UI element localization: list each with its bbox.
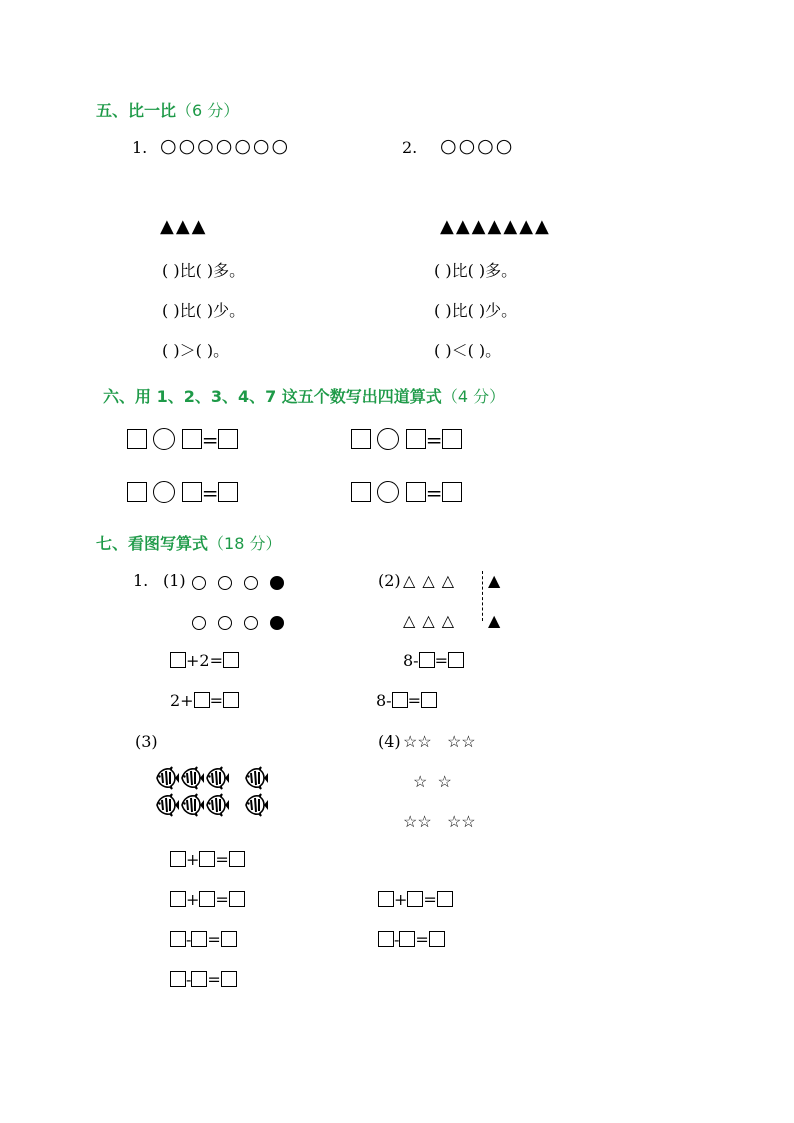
equals-sign: = [207,970,221,989]
equation-template-3 [127,481,238,505]
answer-box[interactable] [351,429,371,449]
equals-sign: = [207,930,221,949]
part-3-equation-3 [170,930,237,949]
answer-box[interactable] [378,931,394,947]
answer-box[interactable] [199,891,215,907]
answer-box[interactable] [218,482,238,502]
q2-compare-lesser: ( )＜( )。 [434,341,502,360]
equation-text: 8- [403,651,419,670]
equation-text: 8- [376,691,392,710]
hollow-dot [192,576,206,590]
minus-sign: - [186,970,192,989]
fish-icon [182,767,204,789]
section-5-heading [96,98,239,121]
equals-sign: = [201,481,219,505]
q2-compare-less: ( )比( )少。 [434,301,518,320]
equals-sign: = [415,930,429,949]
section-6-points: （4 分） [441,387,506,406]
answer-box[interactable] [399,931,415,947]
q2-circles: ○○○○ [440,135,515,157]
part-3-equation-2 [170,890,245,909]
equals-sign: = [201,428,219,452]
part-1-label: (1) [163,571,186,590]
part-3-label: (3) [135,732,158,751]
equation-text: 2+ [170,691,194,710]
fish-icon [157,767,179,789]
answer-box[interactable] [127,429,147,449]
q2-triangles: ▲▲▲▲▲▲▲ [440,216,551,237]
part-1-equation-1 [170,651,239,670]
answer-box[interactable] [223,652,239,668]
q1-label: 1. [132,138,148,157]
equals-sign: = [209,691,223,710]
answer-box[interactable] [170,652,186,668]
answer-box[interactable] [194,692,210,708]
q1-triangles: ▲▲▲ [160,216,208,237]
answer-box[interactable] [223,692,239,708]
hollow-dot [244,616,258,630]
fish-icon [207,794,229,816]
part-2-row-1: △ △ △ [403,571,456,590]
minus-sign: - [186,930,192,949]
answer-box[interactable] [419,652,435,668]
operator-circle[interactable] [153,428,175,450]
equals-sign: = [423,890,437,909]
answer-box[interactable] [429,931,445,947]
part-3-fish-illustration [155,766,270,818]
part-3-equation-4 [170,970,237,989]
answer-box[interactable] [406,429,426,449]
equals-sign: = [425,428,443,452]
answer-box[interactable] [392,692,408,708]
section-6-heading [103,384,505,407]
answer-box[interactable] [229,891,245,907]
hollow-dot [244,576,258,590]
part-4-equation-1 [378,890,453,909]
minus-sign: - [394,930,400,949]
answer-box[interactable] [378,891,394,907]
part-2-divider [482,571,483,621]
filled-dot [270,576,284,590]
equation-template-2 [351,428,462,452]
part-4-label: (4) [378,732,401,751]
answer-box[interactable] [170,891,186,907]
part-4-equation-2 [378,930,445,949]
answer-box[interactable] [170,851,186,867]
answer-box[interactable] [191,971,207,987]
part-2-filled-triangle: ▲ [488,611,501,630]
answer-box[interactable] [229,851,245,867]
operator-circle[interactable] [377,481,399,503]
q1-compare-more: ( )比( )多。 [162,261,246,280]
equals-sign: = [407,691,421,710]
equals-sign: = [215,850,229,869]
fish-icon [246,794,268,816]
part-2-equation-1 [403,651,464,670]
hollow-dot [218,616,232,630]
hollow-dot [218,576,232,590]
part-4-star-row-2: ☆ ☆ [413,772,452,791]
plus-sign: + [394,890,408,909]
answer-box[interactable] [221,971,237,987]
part-2-equation-2 [376,691,437,710]
part-2-label: (2) [378,571,401,590]
answer-box[interactable] [407,891,423,907]
plus-sign: + [186,850,200,869]
equation-text: +2= [186,651,223,670]
section-7-title: 七、看图写算式 [96,534,209,553]
section-5-points: （6 分） [176,101,240,120]
fish-icon [207,767,229,789]
answer-box[interactable] [127,482,147,502]
answer-box[interactable] [199,851,215,867]
filled-dot [270,616,284,630]
q2-compare-more: ( )比( )多。 [434,261,518,280]
equals-sign: = [434,651,448,670]
q1-circles: ○○○○○○○ [160,135,291,157]
equals-sign: = [425,481,443,505]
answer-box[interactable] [406,482,426,502]
q1-compare-less: ( )比( )少。 [162,301,246,320]
answer-box[interactable] [170,931,186,947]
part-4-star-row-1: ☆☆ ☆☆ [403,732,476,751]
answer-box[interactable] [221,931,237,947]
part-1-row-1 [192,574,296,593]
answer-box[interactable] [351,482,371,502]
operator-circle[interactable] [153,481,175,503]
answer-box[interactable] [448,652,464,668]
answer-box[interactable] [170,971,186,987]
q7-1-label: 1. [133,571,149,590]
part-4-star-row-3: ☆☆ ☆☆ [403,812,476,831]
fish-icon [246,767,268,789]
fish-icon [182,794,204,816]
answer-box[interactable] [437,891,453,907]
answer-box[interactable] [442,429,462,449]
part-2-row-2: △ △ △ [403,611,456,630]
answer-box[interactable] [182,482,202,502]
section-5-title: 五、比一比 [96,101,177,120]
equals-sign: = [215,890,229,909]
q1-compare-greater: ( )＞( )。 [162,341,230,360]
section-7-heading [96,531,281,554]
answer-box[interactable] [182,429,202,449]
hollow-dot [192,616,206,630]
answer-box[interactable] [191,931,207,947]
part-1-equation-2 [170,691,239,710]
part-1-row-2 [192,614,296,633]
answer-box[interactable] [442,482,462,502]
fish-icon [157,794,179,816]
operator-circle[interactable] [377,428,399,450]
plus-sign: + [186,890,200,909]
equation-template-1 [127,428,238,452]
section-7-points: （18 分） [208,534,282,553]
answer-box[interactable] [421,692,437,708]
q2-label: 2. [402,138,418,157]
equation-template-4 [351,481,462,505]
part-3-equation-1 [170,850,245,869]
part-2-filled-triangle: ▲ [488,571,501,590]
section-6-title: 六、用 1、2、3、4、7 这五个数写出四道算式 [103,387,442,406]
answer-box[interactable] [218,429,238,449]
